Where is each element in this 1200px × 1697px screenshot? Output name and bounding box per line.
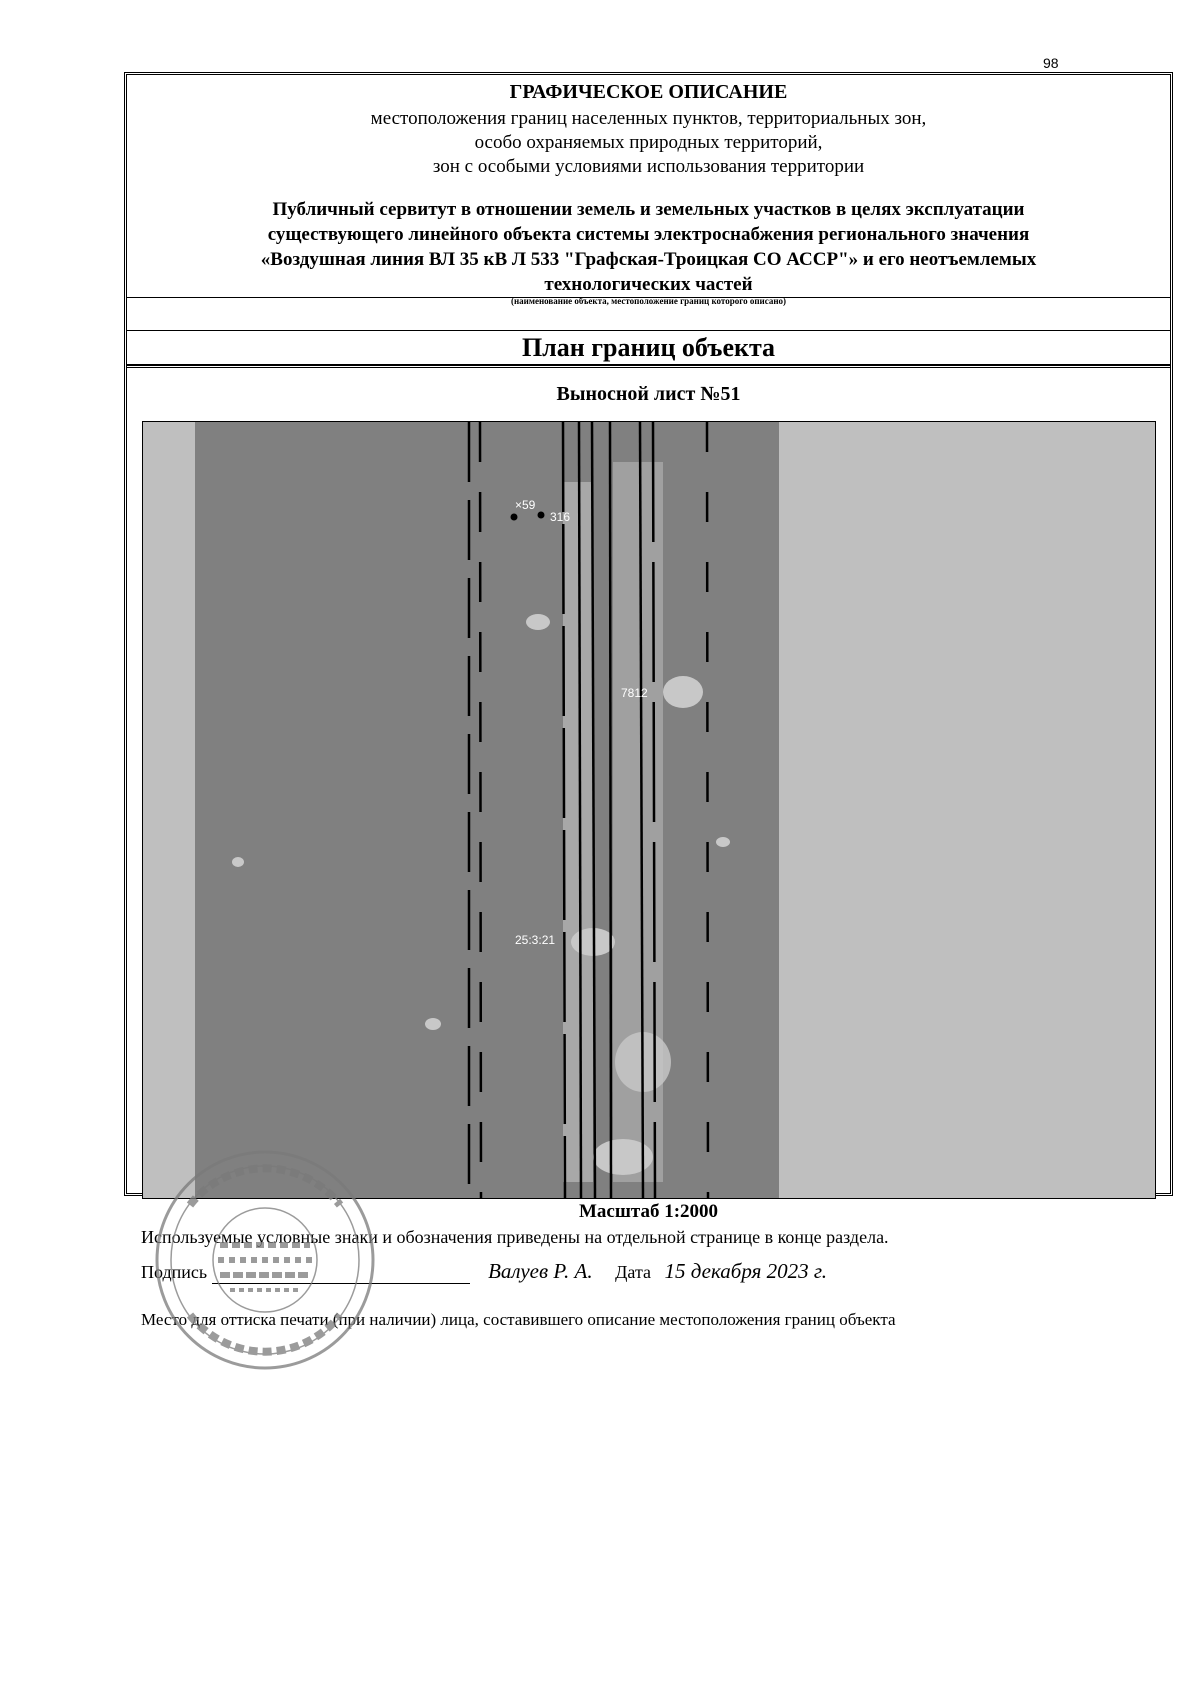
sheet-title: Выносной лист №51: [556, 383, 741, 405]
map-scale: Масштаб 1:2000: [578, 1201, 719, 1222]
imagery-zone: [195, 422, 779, 1199]
signature-label: Подпись: [141, 1262, 208, 1282]
divider: [127, 365, 1170, 368]
seal-stamp: [150, 1145, 380, 1375]
subtitle-line: местоположения границ населенных пунктов, территориальных зон,: [370, 108, 927, 129]
boundary-point: [538, 512, 545, 519]
plan-title: План границ объекта: [521, 333, 776, 362]
document-frame: [124, 72, 1173, 1329]
signature-date: 15 декабря 2023 г.: [664, 1259, 827, 1283]
subtitle-line: зон с особыми условиями использования территории: [432, 156, 865, 177]
object-line: «Воздушная линия ВЛ 35 кВ Л 533 "Графская-Троицкая СО АССР"» и его неотъемлемых: [260, 249, 1037, 270]
doc-subtitle: [127, 107, 1170, 179]
legend-note: Используемые условные знаки и обозначения приведены на отдельной странице в конце раздела.: [141, 1227, 889, 1247]
date-label: Дата: [615, 1262, 652, 1282]
map-drawing: [143, 422, 1156, 1199]
map-label: 25:3:21: [515, 933, 556, 947]
object-name: [127, 197, 1170, 297]
signer-name: Валуев Р. А.: [488, 1259, 593, 1283]
divider: [127, 330, 1170, 331]
divider: [127, 364, 1170, 365]
point-label: 316: [550, 510, 571, 524]
boundary-point: [511, 514, 518, 521]
map-label: 7812: [621, 686, 648, 700]
stamp-place-note: Место для оттиска печати (при наличии) лица, составившего описание местоположения границ объекта: [141, 1310, 896, 1329]
doc-title: ГРАФИЧЕСКОЕ ОПИСАНИЕ: [509, 81, 788, 103]
subtitle-line: особо охраняемых природных территорий,: [474, 132, 823, 153]
point-label: ×59: [515, 498, 536, 512]
object-caption: (наименование объекта, местоположение границ которого описано): [510, 296, 787, 306]
object-line: Публичный сервитут в отношении земель и земельных участков в целях эксплуатации: [272, 199, 1025, 220]
object-line: существующего линейного объекта системы электроснабжения регионального значения: [267, 224, 1030, 245]
object-line: технологических частей: [544, 274, 753, 295]
boundary-map: [142, 421, 1156, 1199]
page-number: 98: [1043, 55, 1059, 71]
